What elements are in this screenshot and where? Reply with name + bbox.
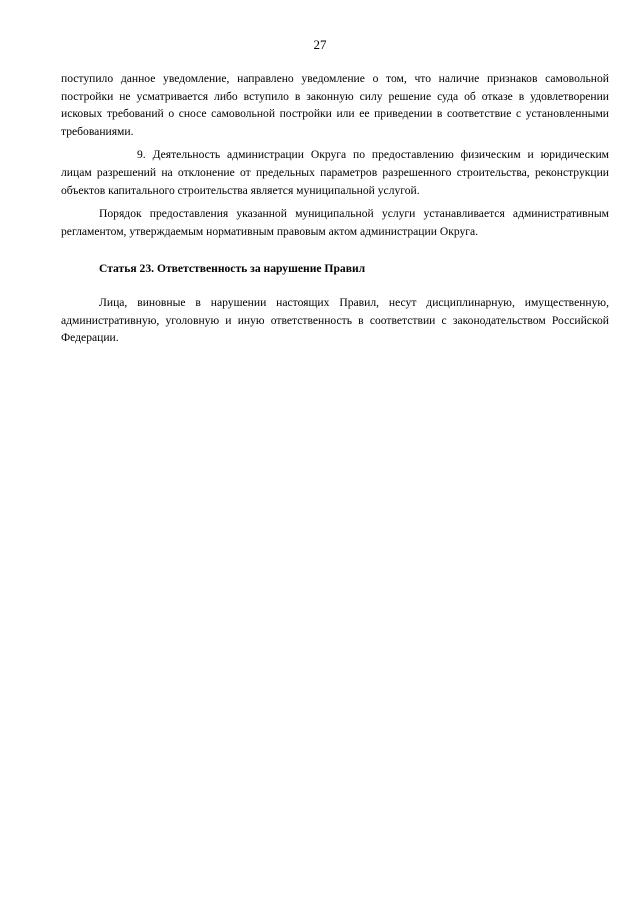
page-number: 27 <box>313 37 327 52</box>
article-23-heading: Статья 23. Ответственность за нарушение Правил <box>99 262 366 276</box>
paragraph-continuation: поступило данное уведомление, направлено уведомление о том, что наличие признаков самовольной постройки не усматривается либо вступило в законную силу решение суда об отказе в удовлетворении исковых требований о сносе самовольной постройки или ее приведении в соответствие с установленными требованиями. <box>61 72 609 138</box>
item-number: 9. <box>137 148 146 162</box>
paragraph-procedure: Порядок предоставления указанной муниципальной услуги устанавливается административным регламентом, утверждаемым нормативным правовым актом администрации Округа. <box>61 207 609 238</box>
paragraph-item-9 <box>61 146 609 199</box>
page-content <box>61 70 609 347</box>
item-9-text: Деятельность администрации Округа по предоставлению физическим и юридическим лицам разрешений на отклонение от предельных параметров разрешенного строительства, реконструкции объектов капитального строительства является муниципальной услугой. <box>61 148 609 197</box>
article-23-text: Лица, виновные в нарушении настоящих Правил, несут дисциплинарную, имущественную, административную, уголовную и иную ответственность в соответствии с законодательством Российской Федерации. <box>61 295 609 345</box>
